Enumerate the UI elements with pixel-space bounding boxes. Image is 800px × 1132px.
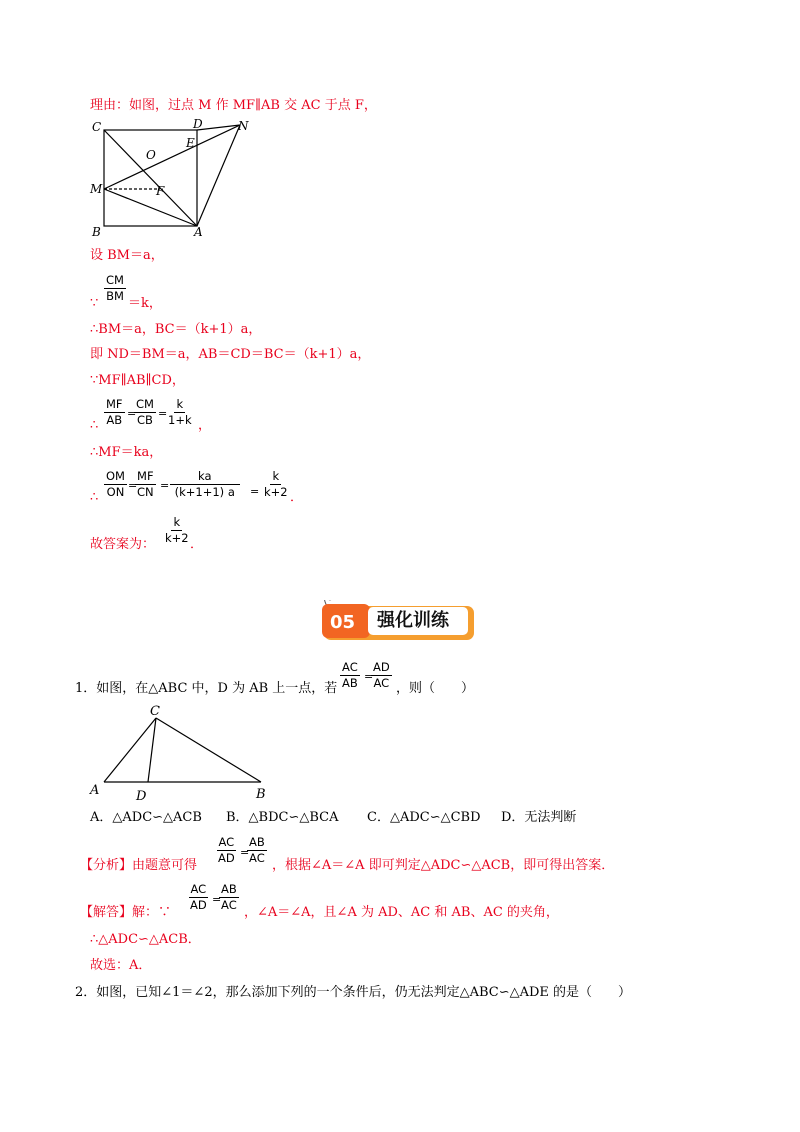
analysis-fraction-ab-ac: $\frac{AB}{AC}$ (249, 835, 265, 865)
banner-title: 强化训练 (377, 610, 449, 631)
fraction-k-k2: $\frac{k}{k+2}$ (264, 469, 288, 499)
fraction-mf-ab: $\frac{MF}{AB}$ (106, 397, 123, 427)
q1-fraction-ac-ab: $\frac{AC}{AB}$ (342, 660, 358, 690)
q1-option-a: A．△ADC∽△ACB (90, 810, 202, 825)
q1-fraction-ad-ac: $\frac{AD}{AC}$ (373, 660, 390, 690)
q2-stem: 2．如图，已知∠1＝∠2，那么添加下列的一个条件后，仍无法判定△ABC∽△ADE 的是（ ） (75, 985, 632, 1000)
reason-line: 理由：如图，过点 M 作 MF∥AB 交 AC 于点 F， (90, 98, 377, 113)
tri-label-a: A (90, 783, 100, 798)
section-banner (322, 600, 478, 642)
fraction-cm-cb: $\frac{CM}{CB}$ (136, 397, 154, 427)
square-figure (88, 115, 263, 240)
triangle-figure (88, 702, 273, 804)
label-n: N (238, 119, 249, 133)
mf-line: ∴MF＝ka， (90, 445, 163, 460)
label-c: C (92, 120, 102, 134)
therefore-symbol-2: ∴ (90, 490, 99, 505)
solution-label: 【解答】 (80, 905, 133, 920)
q1-stem-tail: ，则（ ） (396, 681, 475, 696)
tri-label-d: D (136, 789, 147, 804)
fraction-om-on: $\frac{OM}{ON}$ (106, 469, 125, 499)
q1-choice: 故选：A． (90, 958, 152, 973)
label-o: O (146, 148, 156, 162)
analysis-label: 【分析】 (80, 858, 133, 873)
solution-fraction-ac-ad: $\frac{AC}{AD}$ (190, 882, 207, 912)
solution-fraction-ab-ac: $\frac{AB}{AC}$ (221, 882, 237, 912)
q1-option-b: B．△BDC∽△BCA (226, 810, 339, 825)
label-d: D (193, 117, 203, 131)
fraction-k-1k: $\frac{k}{1+k}$ (168, 397, 192, 427)
because-tail: ＝k， (128, 296, 162, 311)
banner-number: 05 (330, 612, 356, 633)
parallel-line: ∵MF∥AB∥CD， (90, 373, 185, 388)
q1-stem: 1．如图，在△ABC 中，D 为 AB 上一点，若 (75, 681, 338, 696)
tri-label-b: B (256, 787, 266, 802)
analysis-fraction-ac-ad: $\frac{AC}{AD}$ (218, 835, 235, 865)
therefore-symbol-1: ∴ (90, 418, 99, 433)
nd-line: 即 ND＝BM＝a，AB＝CD＝BC＝（k+1）a， (90, 347, 371, 362)
tri-label-c: C (150, 704, 160, 719)
fraction-cm-bm: $\frac{CM}{BM}$ (106, 273, 124, 303)
solution-tail: ，∠A＝∠A，且∠A 为 AD、AC 和 AB、AC 的夹角， (244, 905, 559, 920)
label-b: B (92, 225, 101, 239)
analysis-line: 【分析】由题意可得 (80, 858, 198, 873)
label-a: A (194, 225, 203, 239)
analysis-tail: ，根据∠A＝∠A 即可判定△ADC∽△ACB，即可得出答案． (272, 858, 615, 873)
solution-line: 【解答】解：∵ (80, 905, 172, 920)
fraction-ka: $\frac{ka}{(k+1+1) a}$ (170, 470, 240, 499)
label-m: M (90, 182, 103, 196)
label-e: E (186, 136, 195, 150)
bm-bc-line: ∴BM＝a，BC＝（k+1）a， (90, 322, 262, 337)
because-symbol: ∵ (90, 296, 99, 311)
answer-label: 故答案为： (90, 537, 156, 552)
fraction-mf-cn: $\frac{MF}{CN}$ (137, 469, 154, 499)
q1-option-d: D．无法判断 (501, 810, 577, 825)
answer-fraction: $\frac{k}{k+2}$ (165, 515, 189, 545)
label-f: F (156, 184, 165, 198)
q1-conclusion: ∴△ADC∽△ACB． (90, 932, 201, 947)
q1-option-c: C．△ADC∽△CBD (367, 810, 481, 825)
let-bm-line: 设 BM＝a， (90, 248, 164, 263)
